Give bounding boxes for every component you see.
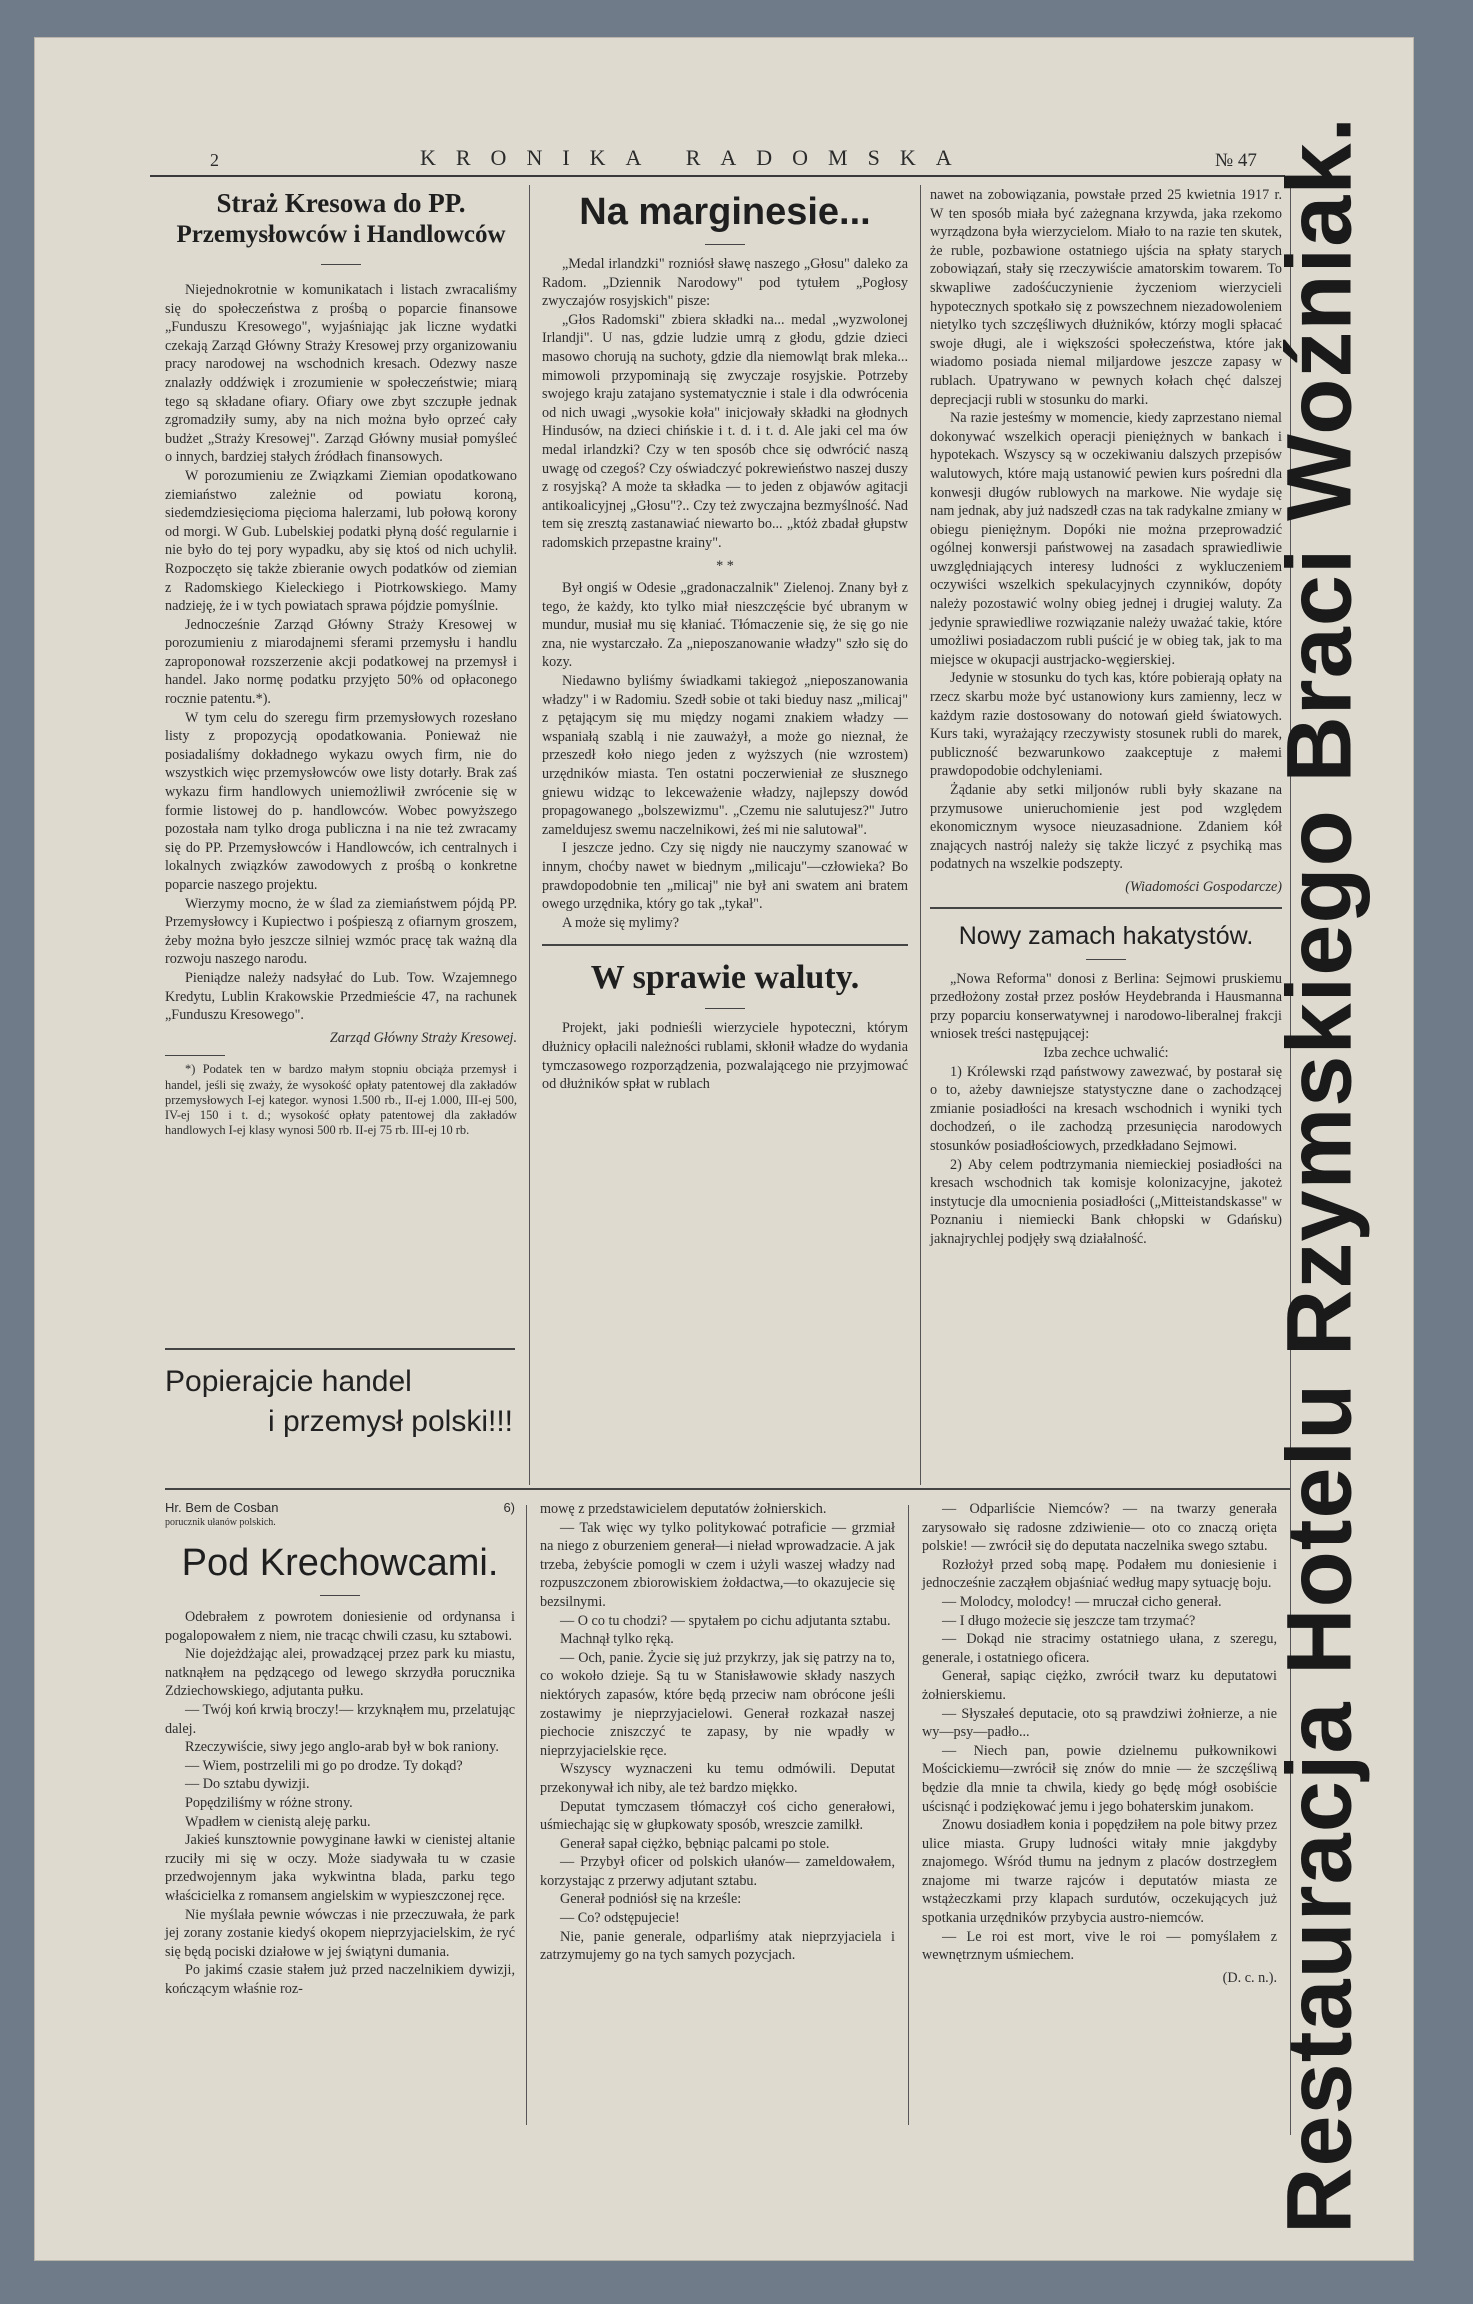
krechowce-byline: Hr. Bem de Cosban	[165, 1500, 279, 1515]
waluty-title: W sprawie waluty.	[590, 959, 860, 997]
column-rule	[908, 1505, 909, 2125]
krechowce-paragraph: mowę z przedstawicielem deputatów żołnierskich.	[540, 1501, 827, 1517]
krechowce-paragraph: — Niech pan, powie dzielnemu pułkownikowi Mościckiemu—zwrócił się znów do mnie — że szczęśliwą będzie dla mnie ta chwila, kiedy go będę mógł osobiście uścisnąć i podziękować jemu i jego bohaterskim junakom.	[922, 1742, 1277, 1815]
straz-paragraph: W tym celu do szeregu firm przemysłowych rozesłano listy z propozycją opodatkowania. Ponieważ nie posiadaliśmy dokładnego wykazu owych firm, nie do wszystkich więc przemysłowców owe listy dotarły. Brak zaś wykazu firm handlowych uniemożliwił zwrócenie się w formie listowej do p. handlowców. Wobec powyższego pozostała nam tylko droga publiczna i na nie też zwracamy się do PP. Przemysłowców i Handlowców, ich centralnych i lokalnych związków zawodowych z prośbą o konkretne poparcie naszego projektu.	[165, 709, 517, 893]
krechowce-paragraph: — Odparliście Niemców? — na twarzy generała zarysowało się radosne zdziwienie— oto co znaczą orięta polskie! — zwrócił się do deputata naczelnika swego sztabu.	[922, 1501, 1277, 1555]
krechowce-title: Pod Krechowcami.	[181, 1542, 499, 1584]
advertisement-text: Restauracja Hotelu Rzymskiego Braci Woźniak.	[1268, 115, 1371, 2235]
krechowce-paragraph: Generał, sapiąc ciężko, zwrócił twarz ku deputatowi żołnierskiemu.	[922, 1668, 1277, 1703]
krechowce-part-number: 6)	[503, 1500, 515, 1515]
marginesie-paragraph: I jeszcze jedno. Czy się nigdy nie nauczymy szanować w innym, choćby nawet w biednym „milicaju"—człowieka? Bo prawdopodobnie ten „milicaj" nie był ani swatem ani bratem owego urzędnika, który go tak „tykał".	[542, 840, 908, 913]
page-number: 2	[210, 150, 219, 170]
popierajcie-slogan	[165, 1362, 517, 1442]
hakatystow-paragraph: 1) Królewski rząd państwowy zawezwać, by postarał się o to, ażeby dawniejsze statystyczne dane o zachodzącej zmianie posiadłości na kresach wschodnich i wyniki tych dochodzeń, o ile zachodzą przesunięcia narodowych stosunków posiadłościowych, przedkładano Sejmowi.	[930, 1063, 1282, 1154]
column-rule	[526, 1505, 527, 2125]
waluty-continued	[930, 186, 1282, 1248]
title-divider	[320, 1595, 360, 1596]
krechowce-paragraph: Deputat tymczasem tłómaczył coś cicho generałowi, uśmiechając się w głupkowaty sposób, wreszcie zamilkł.	[540, 1798, 895, 1834]
section-rule	[542, 944, 908, 946]
hakatystow-paragraph: „Nowa Reforma" donosi z Berlina: Sejmowi pruskiemu przedłożony został przez posłów Heydebranda i Hausmanna przy poparciu konserwatywnej i narodowo-liberalnej frakcji wniosek treści następującej:	[930, 970, 1282, 1043]
straz-paragraph: Wierzymy mocno, że w ślad za ziemiaństwem pójdą PP. Przemysłowcy i Kupiectwo i pośpieszą z ofiarnym groszem, żeby można było jeszcze silniej wzmóc pracę tak ważną dla rozwoju naszego narodu.	[165, 895, 517, 968]
krechowce-paragraph: — Och, panie. Życie się już przykrzy, jak się patrzy na to, co wokoło dzieje. Są tu w Stanisławowie składy naszych niektórych zapasów, które będą przeciw nam obrócone jeśli zostawimy je nieprzyjacielowi. Generał rozkazał naszej piechocie zniszczyć te zapasy, by nie wpadły w nieprzyjacielskie ręce.	[540, 1649, 895, 1759]
slogan-line2: i przemysł polski!!!	[267, 1405, 513, 1438]
waluty-paragraph: nawet na zobowiązania, powstałe przed 25 kwietnia 1917 r. W ten sposób miała być zażegnana krzywda, jaka rzekomo wyrządzona była wierzycielom. Miało to na razie ten skutek, że ruble, pozbawione ostatniego ujścia na spłaty starych zobowiązań, stały się rzeczywiście amatorskim towarem. To skwapliwe zadośćuczynienie życzeniom wierzycieli hypotecznych spotkało się z powszechnem niezadowoleniem nietylko tych szczęśliwych dłużników, którzy mogli spłacać swoje długi, ale i większości społeczeństwa, które jak wiadomo posiada niemal miljardowe jeszcze zapasy w rublach. Upatrywano w pewnych kołach chęć dalszej deprecjacji rubli w stosunku do marki.	[930, 187, 1282, 408]
hakatystow-paragraph: 2) Aby celem podtrzymania niemieckiej posiadłości na kresach wschodnich tak komisje kolonizacyjne, jakoteż instytucje dla umocnienia posiadłości („Mitteistandskasse" w Poznaniu i niemiecki Bank chłopski w Gdańsku) jaknajrychlej podjęły swą działalność.	[930, 1156, 1282, 1247]
krechowce-paragraph: Odebrałem z powrotem doniesienie od ordynansa i pogalopowałem z niem, nie tracąc chwili czasu, ku sztabowi.	[165, 1609, 515, 1644]
waluty-paragraph: Żądanie aby setki miljonów rubli były skazane na przymusowe unieruchomienie jest pod względem ekonomicznym wysoce nieuzasadnione. Zdaniem kół znających nastrój należy się także liczyć z psychiką mas podatnych na wszelkie podszepty.	[930, 782, 1282, 873]
krechowce-paragraph: — Molodcy, molodcy! — mruczał cicho generał.	[942, 1593, 1222, 1610]
krechowce-paragraph: Popędziliśmy w różne strony.	[185, 1794, 353, 1811]
krechowce-paragraph: Po jakimś czasie stałem już przed naczelnikiem dywizji, kończącym właśnie roz-	[165, 1962, 515, 1997]
waluty-signature: (Wiadomości Gospodarcze)	[1125, 878, 1282, 895]
title-divider	[705, 1008, 745, 1009]
krechowce-paragraph: — Dokąd nie stracimy ostatniego ułana, z szeregu, generale, i ostatniego oficera.	[922, 1631, 1277, 1666]
krechowce-paragraph: — Co? odstępujecie!	[560, 1910, 680, 1927]
footnote-rule	[165, 1055, 225, 1056]
marginesie-paragraph: Niedawno byliśmy świadkami takiegoż „nieposzanowania władzy" i w Radomiu. Szedł sobie ot taki bieduy nasz „milicaj" z pętającym się mu między nogami znakiem władzy — wspaniałą szablą i nie zauważył, a może go nieznał, że przeszedł koło niego jeden z wyższych (nie wzrostem) urzędników miasta. Ten ostatni poczerwieniał ze słusznego gniewu widząc to lekceważenie władzy, najlepszy dowód propagowanego „bolszewizmu". „Czemu nie salutujesz?" Jutro zameldujesz swemu naczelnikowi, żeś mi nie salutował".	[542, 673, 908, 838]
krechowce-paragraph: — O co tu chodzi? — spytałem po cichu adjutanta sztabu.	[560, 1612, 891, 1629]
krechowce-paragraph: Wpadłem w cienistą aleję parku.	[185, 1813, 371, 1830]
krechowce-paragraph: — Wiem, postrzelili mi go po drodze. Ty dokąd?	[185, 1757, 463, 1774]
krechowce-col1	[165, 1500, 515, 1998]
waluty-intro: Projekt, jaki podnieśli wierzyciele hypoteczni, którym dłużnicy opłacili należności rublami, skłonił władze do wydania tymczasowego rozporządzenia, pozwalającego nie przyjmować od dłużników spłat w rublach	[542, 1020, 908, 1093]
issue-number: № 47	[1215, 150, 1257, 171]
krechowce-paragraph: — Słyszałeś deputacie, oto są prawdziwi żołnierze, a nie wy—psy—padło...	[922, 1705, 1277, 1741]
krechowce-paragraph: Machnął tylko ręką.	[560, 1631, 674, 1648]
marginesie-article	[542, 186, 908, 1094]
krechowce-paragraph: Rozłożył przed sobą mapę. Podałem mu doniesienie i jednocześnie zacząłem objaśniać według mapy sytuację boju.	[922, 1556, 1277, 1592]
separator: * *	[716, 557, 734, 574]
section-rule	[165, 1488, 1290, 1490]
krechowce-paragraph: Nie, panie generale, odparliśmy atak nieprzyjaciela i zatrzymujemy go na tych samych pozycjach.	[540, 1928, 895, 1964]
slogan-line1: Popierajcie handel	[165, 1365, 412, 1398]
marginesie-title: Na marginesie...	[579, 191, 871, 233]
krechowce-paragraph: — Do sztabu dywizji.	[185, 1776, 310, 1793]
column-rule	[529, 185, 530, 1485]
krechowce-paragraph: — Tak więc wy tylko politykować potraficie — grzmiał na niego z oburzeniem generał—i nieład wprowadzacie. A jak trzeba, żebyście pomogli w czem i użyli waszej władzy nad rozpuszczonem zbiorowiskiem żołdactwa,—to okazujecie się bezsilnymi.	[540, 1519, 895, 1610]
krechowce-paragraph: — Le roi est mort, vive le roi — pomyślałem z wewnętrznym uśmiechem.	[922, 1928, 1277, 1964]
straz-article	[165, 188, 517, 1138]
title-divider	[705, 244, 745, 245]
krechowce-paragraph: Rzeczywiście, siwy jego anglo-arab był w bok raniony.	[185, 1739, 499, 1756]
krechowce-paragraph: Nie myślała pewnie wówczas i nie przeczuwała, że park jej zorany zostanie kiedyś okopem nieprzyjacielskim, że ryć się będą pociski działowe w jej świątyni dumania.	[165, 1906, 515, 1960]
straz-footnote: *) Podatek ten w bardzo małym stopniu obciąża przemysł i handel, jeśli się zważy, że wysokość opłaty patentowej dla zakładów przemysłowych I-ej kategor. wynosi 1.500 rb., II-ej 1.000, III-ej 500, IV-ej 150 i t. d.; wysokość opłaty patentowej dla zakładów handlowych I-ej klasy wynosi 500 rb. II-ej 75 rb. III-ej 10 rb.	[165, 1062, 517, 1138]
krechowce-paragraph: Wszyscy wyznaczeni ku temu odmówili. Deputat przekonywał ich niby, ale też bardzo miękko.	[540, 1761, 895, 1796]
column-rule	[920, 185, 921, 1485]
title-divider	[321, 264, 361, 265]
hakatystow-title: Nowy zamach hakatystów.	[958, 921, 1254, 950]
header-rule	[150, 175, 1285, 177]
krechowce-col3	[922, 1500, 1277, 1987]
krechowce-col2	[540, 1500, 895, 1965]
straz-paragraph: Jednocześnie Zarząd Główny Straży Kresowej w porozumieniu z miarodajnemi sferami przemysłu i handlu zaproponował rozszerzenie akcji podatkowej na przemysł i handel. Jako normę podatku przyjęto 50% od opłaconego rocznie patentu.*).	[165, 616, 517, 708]
hakatystow-paragraph: Izba zechce uchwalić:	[1043, 1044, 1169, 1061]
marginesie-paragraph: „Medal irlandzki" rozniósł sławę naszego „Głosu" daleko za Radom. „Dziennik Narodowy" pod tytułem „Pogłosy zwyczajów rosyjskich" pisze:	[542, 256, 908, 310]
marginesie-paragraph: Był ongiś w Odesie „gradonaczalnik" Zielenoj. Znany był z tego, że każdy, kto tylko miał nieszczęście być ubranym w mundur, musiał mu się kłaniać. Tłómaczenie się, że się go nie zna, nie wystarczało. Za „nieposzanowanie władzy" szło się do kozy.	[542, 580, 908, 671]
straz-title-line1: Straż Kresowa do PP.	[216, 188, 466, 218]
title-divider	[1086, 959, 1126, 960]
krechowce-paragraph: Jakieś kunsztownie powyginane ławki w cienistej altanie rzuciły mi się w oczy. Może siadywała tu w czasie przedwojennym jaka wykwintna blada, parku tego właścicielka z romansem angielskim w wypieszczonej ręce.	[165, 1832, 515, 1904]
straz-paragraph: Pieniądze należy nadsyłać do Lub. Tow. Wzajemnego Kredytu, Lublin Krakowskie Przedmieście 47, na rachunek „Funduszu Kresowego".	[165, 969, 517, 1024]
krechowce-paragraph: — I długo możecie się jeszcze tam trzymać?	[942, 1612, 1196, 1629]
krechowce-paragraph: — Przybył oficer od polskich ułanów— zameldowałem, korzystając z przerwy adjutant sztabu.	[540, 1854, 895, 1889]
krechowce-byline-rank: porucznik ułanów polskich.	[165, 1517, 276, 1528]
straz-title-line2: Przemysłowców i Handlowców	[176, 221, 506, 248]
waluty-paragraph: Jedynie w stosunku do tych kas, które pobierają opłaty na rzecz skarbu może być ustanowiony kurs zamienny, lecz w każdym razie dostosowany do notowań giełd światowych. Kurs taki, wyrażający rzeczywisty stosunek rubli do marek, publiczność bezwarunkowo zaakceptuje z małemi prawdopodobie odchyleniami.	[930, 670, 1282, 780]
waluty-paragraph: Na razie jesteśmy w momencie, kiedy zaprzestano niemal dokonywać wszelkich operacji pieniężnych w bankach i hypotekach. Wszyscy są w oczekiwaniu dalszych przepisów walutowych, które mają ustanowić pewien kurs pośredni dla konwesji długów rublowych na markowe. Nie wydaje się nam jednak, aby już nadszedł czas na tak radykalne zmiany w obiegu pieniężnym. Dopóki nie można przeprowadzić ogólnej konwersji państwowej na zasadach sprawiedliwie uwzględniających interesy ludności z wykluczeniem oczywiści wszelkich spekulacyjnych czynników, dopóty należy pozostawić wolny obieg jednej i drugiej waluty. Za jedynie sprawiedliwe rozwiązanie należy uważać takie, które umożliwi posiadaczom rubli puścić je w obieg tak, jak to ma miejsce w okupacji austrjacko-węgierskiej.	[930, 410, 1282, 668]
straz-paragraph: Niejednokrotnie w komunikatach i listach zwracaliśmy się do społeczeństwa z prośbą o poparcie finansowe „Funduszu Kresowego", wyjaśniając jak liczne wydatki czekają Zarząd Główny Straży Kresowej przy organizowaniu pracy narodowej na wschodnich kresach. Odezwy nasze znalazły oddźwięk i zrozumienie w społeczeństwie; miarą tego są składane ofiary. Ofiary owe zbyt szczupłe jednak zgromadziły sumy, aby na nich można było oprzeć cały budżet „Straży Kresowej". Zarząd Główny musiał pomyśleć o innych, bardziej stałych źródłach finansowych.	[165, 282, 517, 466]
krechowce-paragraph: Generał podniósł się na krześle:	[560, 1891, 742, 1908]
continued-note: (D. c. n.).	[1222, 1969, 1277, 1986]
section-rule	[165, 1348, 515, 1350]
straz-paragraph: W porozumieniu ze Związkami Ziemian opodatkowano ziemiaństwo zależnie od powiatu koroną, siedemdziesięcioma pięcioma halerzami, lub połową korony od morgi. W Gub. Lubelskiej podatki płyną dość regularnie i nie było do tej pory wypadku, aby się ktoś od nich uchylił. Rozpoczęto się także zbieranie owych podatków od ziemian z Radomskiego Kieleckiego i Piotrkowskiego. Mamy nadzieję, że i w tych powiatach sprawa pójdzie pomyślnie.	[165, 467, 517, 615]
straz-signature: Zarząd Główny Straży Kresowej.	[329, 1029, 517, 1046]
marginesie-paragraph: „Głos Radomski" zbiera składki na... medal „wyzwolonej Irlandji". U nas, gdzie ludzie umrą z głodu, gdzie dzieci masowo chorują na suchoty, gdzie dla niemowląt brak mleka... mimowoli przypominają się zwyczaje rosyjskie. Potrzeby swojego kraju zatajano systematycznie i stale i dla odwrócenia od nich uwagi „wysokie koła" inicjowały składki na głodnych Hindusów, na dzieci chińskie i t. d. i t. d. Ale jaki cel ma ów medal irlandzki? Czy w ten sposób chce się odwrócić naszą uwagę od czegoś? Czy oświadczyć pokrewieństwo naszej duszy z rosyjską? A może ta składka — to jeden z objawów agitacji antikoalicyjnej „Głosu"?.. Czy też zwyczajna bezmyślność. Nad tem się zresztą zastanawiać niewarto bo... „któż zbadał głupstw radomskich przepastne krainy".	[542, 311, 908, 551]
masthead: KRONIKA RADOMSKA	[420, 145, 972, 170]
krechowce-paragraph: Znowu dosiadłem konia i popędziłem na pole bitwy przez ulice miasta. Grupy ludności witały mnie jakgdyby znajomego. Wśród tłumu na jednym z placów dostrzegłem znajome mi twarze rajców i deputatów miasta ze wstążeczkami przy klapach surdutów, oczekujących już spotkania urzędników przybycia austro-niemców.	[922, 1817, 1277, 1927]
vertical-advertisement	[1268, 115, 1371, 2235]
section-rule	[930, 907, 1282, 909]
krechowce-paragraph: Nie dojeżdżając alei, prowadzącej przez park ku miastu, natknąłem na pędzącego od lewego skrzydła porucznika Zdziechowskiego, adjutanta pułku.	[165, 1646, 515, 1700]
krechowce-paragraph: — Twój koń krwią broczy!— krzyknąłem mu, przelatując dalej.	[165, 1701, 515, 1737]
krechowce-paragraph: Generał sapał ciężko, bębniąc palcami po stole.	[560, 1835, 830, 1852]
marginesie-paragraph: A może się mylimy?	[562, 914, 680, 931]
